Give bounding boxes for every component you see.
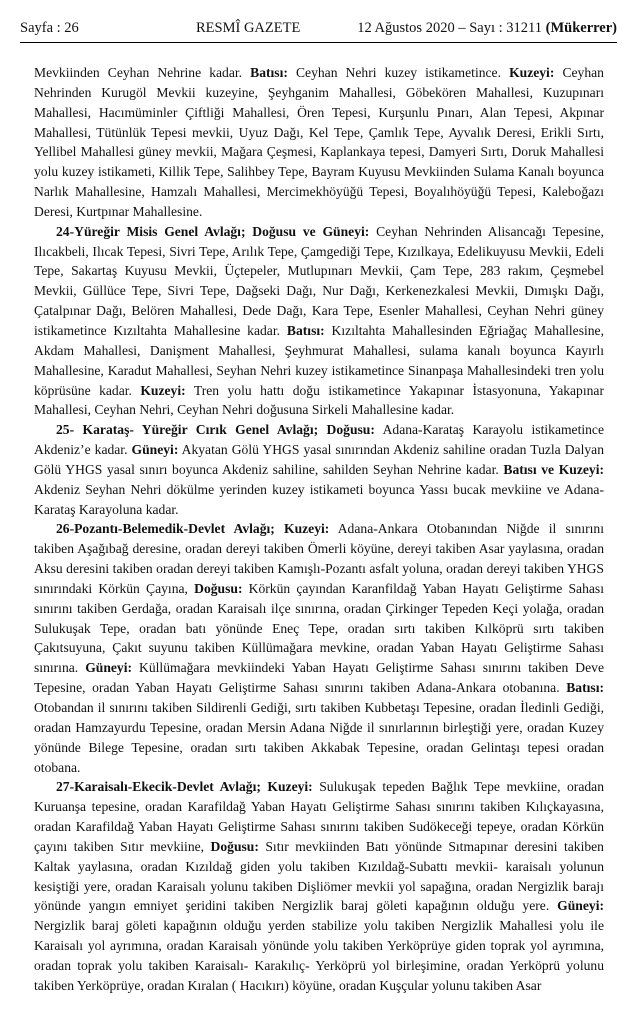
bold-label: 26-Pozantı-Belemedik-Devlet Avlağı; Kuzeyi: [56,521,330,537]
page-number: Sayfa : 26 [20,20,79,36]
issue-info [357,18,617,38]
paragraph [34,63,604,222]
text-run: Körkün çayından Karanfildağ Yaban Hayatı Geliştirme Sahası sınırını takiben Gerdağa, oradan Karaisalı ilçe sınırına, oradan Çirkinger Tepeden Keçi yolağa, oradan Sulukuşak Tepe, oradan batı yönünde Eneç Tepe, oradan sırtı takiben Kılköprü sırtı takiben Çakıtsuyuna, Çakıt suyunu takiben Küllümağara mevkine, oradan Yaban Hayatı Geliştirme Sahası sınırına. [34,580,604,676]
text-run: Tren yolu hattı doğu istikametince Yakapınar İstasyonuna, Yakapınar Mahallesi, Ceyhan Nehri, Ceyhan Nehri doğusuna Sirkeli Mahallesine kadar. [34,382,604,418]
bold-label: Batısı: [286,322,325,338]
bold-label: Kuzeyi: [509,65,555,80]
text-run: Adana-Ankara Otobanından Niğde il sınırını takiben Aşağıbağ deresine, oradan dereyi takiben Ömerli köyüne, dereyi takiben Asar yaylasına, oradan Aksu deresini takiben oradan dereyi takiben Kamışlı-Pozantı asfalt yoluna, oradan dereyi takiben YHGS sınırındaki Körkün Çayına, [34,521,604,596]
text-run: Sulukuşak tepeden Bağlık Tepe mevkiine, oradan Kuruanşa tepesine, oradan Karafildağ Yaban Hayatı Geliştirme Sahası sınırını takiben Kılıçkayasına, oradan Karafildağ Yaban Hayatı Geliştirme Sahası sınırını takiben Sudökeceği tepeye, oradan Körkün çayını takiben Sıtır mevkiine, [34,779,604,854]
text-run: Nergizlik baraj göleti kapağının olduğu yerden stabilize yolu takiben Nergizlik Mahallesi yolu ile Karaisalı yol ayrımına, oradan Karaisalı yönünde yolu takiben Yerköprüye giden toprak yol ayrımına, oradan toprak yolu takiben Karaisalı- Karakılıç- Yerköprü yol birleşimine, oradan Yerköprü yolunu takiben Yerköprüye, oradan Kıralan ( Hacıkırı) köyüne, oradan Kuşçular yolunu takiben Asar [34,918,604,993]
bold-label: Batısı: [566,680,604,696]
bold-label: Güneyi: [557,898,604,914]
bold-label: Batısı ve Kuzeyi: [503,461,605,477]
paragraph [34,420,604,519]
page-header [20,18,617,40]
bold-label: Doğusu: [210,838,259,854]
text-run: Otobandan il sınırını takiben Sildirenli Gediği, sırtı takiben Kubbetaşı Tepesine, oradan İledinli Gediği, oradan Hamzayurdu Tepesine, oradan Mersin Adana Niğde il sınırlarının birleştiği yere, oradan Kuzey yönünde Bilege Tepesine, oradan sırtı takiben Akkabak Tepesine, oradan Gelintaşı tepesi oradan otobana. [34,700,604,775]
text-run: Akyatan Gölü YHGS yasal sınırından Akdeniz sahiline oradan Tuzla Dalyan Gölü YHGS yasal sınırı boyunca Akdeniz sahiline, sahilden Seyhan Nehrine kadar. [34,442,604,477]
text-run: Akdeniz Seyhan Nehri dökülme yerinden kuzey istikameti boyunca Yassı bucak mevkiine ve Adana-Karataş Karayoluna kadar. [34,481,604,517]
bold-label: 27-Karaisalı-Ekecik-Devlet Avlağı; Kuzeyi: [56,779,313,795]
edition-label: (Mükerrer) [545,20,617,36]
article-body [34,63,604,996]
paragraph [34,777,604,995]
header-rule [20,42,617,43]
bold-label: Batısı: [250,65,288,80]
bold-label: 25- Karataş- Yüreğir Cırık Genel Avlağı; Doğusu: [56,422,375,438]
bold-label: Güneyi: [131,442,179,458]
text-run: Küllümağara mevkiindeki Yaban Hayatı Geliştirme Sahası sınırını takiben Deve Tepesine, oradan Yaban Hayatı Geliştirme Sahası sınırını takiben Adana-Ankara otobanına. [34,660,604,696]
text-run: Sıtır mevkiinden Batı yönünde Sıtmapınar deresini takiben Kaltak yaylasına, oradan Kızıldağ giden yolu takiben Kızıldağ-Subattı mevkii- karaisalı yolunun kesiştiği yere, oradan Karaisalı yolunu takiben Dişliömer mevkii yol sapağına, oradan Nergizlik barajı yönünde yangın emniyet şeridini takiben Nergizlik baraj göleti kapağının olduğu yere. [34,838,604,914]
text-run: Adana-Karataş Karayolu istikametince Akdeniz’e kadar. [34,422,605,458]
gazette-title: RESMÎ GAZETE [196,20,301,36]
text-run: Kızıltahta Mahallesinden Eğriağaç Mahallesine, Akdam Mahallesi, Danişment Mahallesi, Şeyhmurat Mahallesi, sulama kanalı boyunca Kayırlı Mahallesine, Karadut Mahallesi, Seyhan Nehri kuzey istikametince Sinanpaşa Mahallesindeki tren yolu köprüsüne kadar. [34,322,604,398]
bold-label: Kuzeyi: [140,382,186,398]
text-run: Mevkiinden Ceyhan Nehrine kadar. [34,65,251,80]
bold-label: Doğusu: [194,580,243,596]
paragraph [34,519,604,777]
text-run: Ceyhan Nehri kuzey istikametince. [287,65,510,80]
bold-label: Güneyi: [85,660,133,676]
bold-label: 24-Yüreğir Misis Genel Avlağı; Doğusu ve Güneyi: [56,223,370,239]
issue-date: 12 Ağustos 2020 – Sayı : 31211 [357,20,542,36]
text-run: Ceyhan Nehrinden Kurugöl Mevkii kuzeyine, Şeyhganim Mahallesi, Göbekören Mahallesi, Kuzupınarı Mahallesi, Hacımüminler Çiftliği Mahallesi, Ören Tepesi, Kurşunlu Pınarı, Alan Tepesi, Akpınar Mahallesi, Tütünlük Tepesi mevkii, Uyuz Dağı, Kel Tepe, Çamlık Tepe, Ayvalık Deresi, Erikli Sırtı, Yellibel Mahallesi güney mevkii, Mağara Çeşmesi, Kaplankaya tepesi, Damyeri Sırtı, Doruk Mahallesi yolu kuzey istikameti, Killik Tepe, Salihbey Tepe, Bayram Kuyusu Mevkiinden Sulama Kanalı boyunca Narlık Mahallesine, Hamzalı Mahallesi, Mercimekhöyüğü Tepesi, Boyalıhöyüğü Tepesi, Kaleboğazı Deresi, Kurtpınar Mahallesine. [34,65,604,219]
paragraph [34,222,604,420]
text-run: Ceyhan Nehrinden Alisancağı Tepesine, Ilıcakbeli, Ilıcak Tepesi, Sivri Tepe, Arılık Tepe, Çamgediği Tepe, Kızılkaya, Edelikuyusu Mevkii, Edeli Tepe, Sakartaş Kuyusu Mevkii, Üçtepeler, Mutlupınarı Mevkii, Çam Tepe, 283 rakım, Çeşmebel Mevkii, Güllüce Tepe, Sivri Tepe, Dağseki Dağı, Nur Dağı, Kerkenezkalesi Mevkii, Dımışkı Dağı, Çatalpınar Dağı, Belören Mahallesi, Dede Dağı, Kara Tepe, Esenler Mahallesi, Ceyhan Nehri güney istikametince Kızıltahta Mahallesine kadar. [34,223,604,338]
